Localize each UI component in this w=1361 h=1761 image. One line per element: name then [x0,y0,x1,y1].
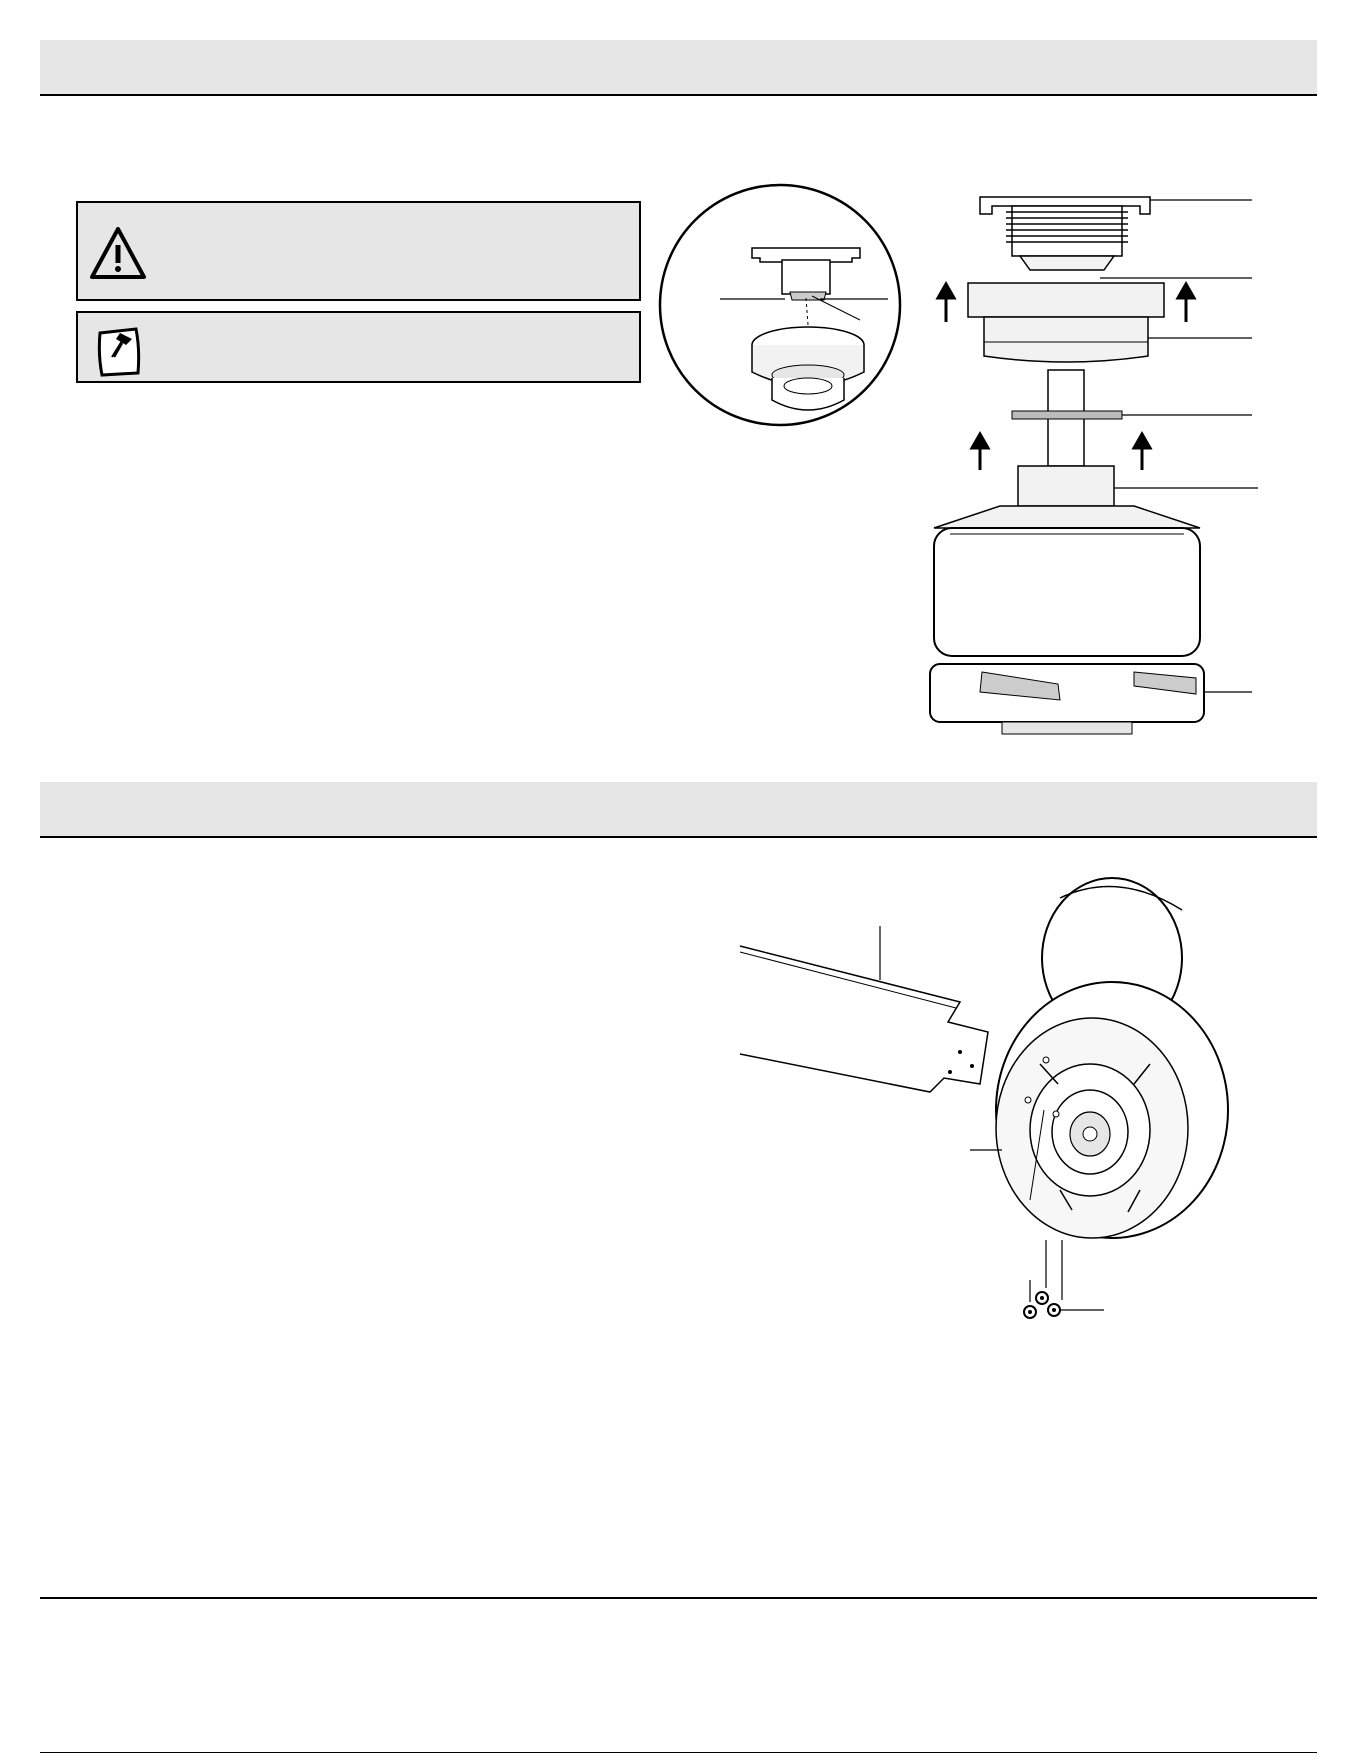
motor-drum [996,878,1228,1238]
footer-rule [40,1597,1317,1599]
bottom-rule [40,1752,1317,1753]
fan-blade [740,926,988,1092]
